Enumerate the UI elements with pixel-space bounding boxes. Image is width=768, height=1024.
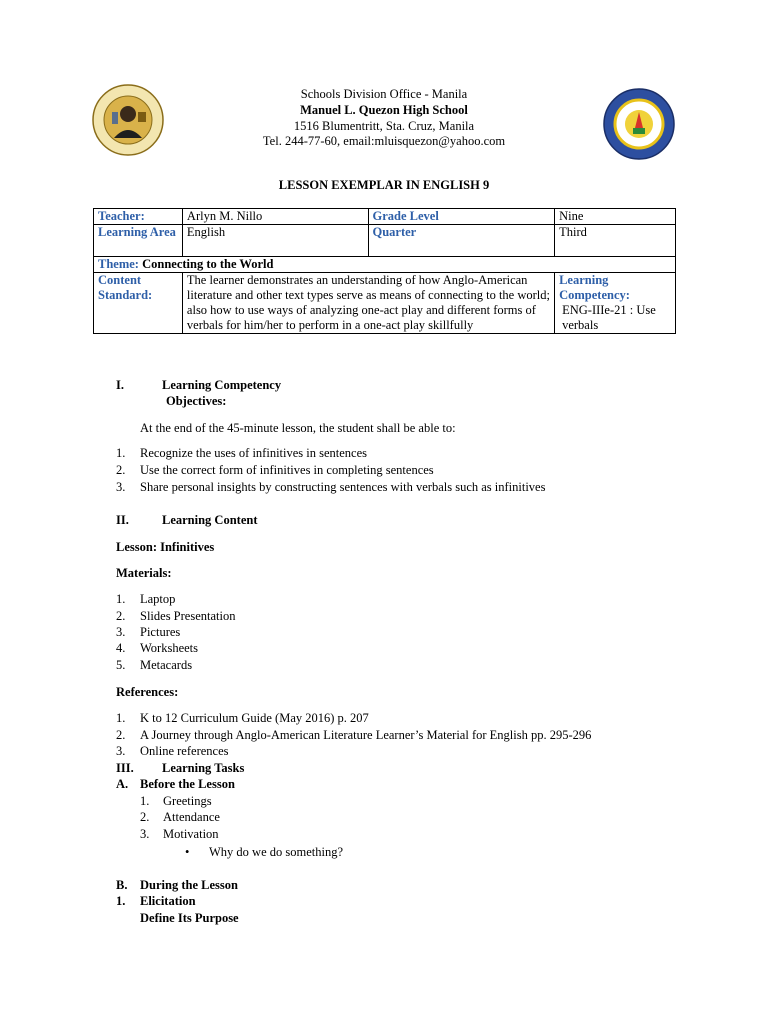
materials-label: Materials: [116, 566, 172, 580]
reference-number: 2. [116, 728, 126, 742]
task-item: Attendance [163, 810, 220, 824]
learning-competency-cell [555, 273, 676, 334]
section-2-numeral: II. [116, 513, 129, 527]
section-3-numeral: III. [116, 761, 134, 775]
section-2-heading: Learning Content [162, 513, 258, 527]
section-1-heading: Learning Competency [162, 378, 282, 392]
objective-item: Use the correct form of infinitives in completing sentences [140, 463, 434, 477]
theme-row [94, 257, 676, 273]
task-number: 1. [140, 794, 150, 808]
theme-label: Theme: [98, 257, 139, 271]
content-standard-label: Content Standard: [94, 273, 183, 334]
bullet-icon: • [185, 845, 190, 859]
section-1-numeral: I. [116, 378, 124, 392]
school-name: Manuel L. Quezon High School [300, 103, 468, 117]
reference-item: K to 12 Curriculum Guide (May 2016) p. 207 [140, 711, 369, 725]
lesson-info-table [93, 208, 676, 334]
school-contact: Tel. 244-77-60, email:mluisquezon@yahoo.com [262, 134, 506, 148]
subsection-b-letter: B. [116, 878, 128, 892]
material-item: Pictures [140, 625, 181, 639]
grade-level-value: Nine [555, 209, 676, 225]
division-office-text: Schools Division Office - Manila [300, 87, 468, 101]
objective-number: 3. [116, 480, 126, 494]
quarter-label: Quarter [368, 225, 555, 257]
learning-area-value: English [182, 225, 368, 257]
objective-number: 2. [116, 463, 126, 477]
quarter-value: Third [555, 225, 676, 257]
subsection-a-letter: A. [116, 777, 129, 791]
objective-item: Share personal insights by constructing sentences with verbals such as infinitives [140, 480, 546, 494]
material-number: 5. [116, 658, 126, 672]
teacher-label: Teacher: [94, 209, 183, 225]
material-number: 2. [116, 609, 126, 623]
reference-item: Online references [140, 744, 229, 758]
objective-item: Recognize the uses of infinitives in sentences [140, 446, 368, 460]
lesson-title: Lesson: Infinitives [116, 540, 215, 554]
learning-competency-label: Learning Competency: [559, 273, 630, 302]
material-number: 1. [116, 592, 126, 606]
task-number: 3. [140, 827, 150, 841]
material-item: Laptop [140, 592, 176, 606]
material-item: Metacards [140, 658, 193, 672]
theme-value: Connecting to the World [142, 257, 274, 271]
material-item: Slides Presentation [140, 609, 236, 623]
content-standard-value: The learner demonstrates an understanding of how Anglo-American literature and other text types serve as means of connecting to the world; also how to use ways of analyzing one-act play and different forms of verbals for him/her to perform in a one-act play skillfully [182, 273, 554, 334]
section-3-heading: Learning Tasks [162, 761, 245, 775]
task-item: Motivation [163, 827, 219, 841]
grade-level-label: Grade Level [368, 209, 555, 225]
elicitation-heading: Elicitation [140, 894, 196, 908]
material-item: Worksheets [140, 641, 199, 655]
material-number: 4. [116, 641, 126, 655]
document-title: LESSON EXEMPLAR IN ENGLISH 9 [278, 178, 490, 192]
task-number: 2. [140, 810, 150, 824]
subsection-a-heading: Before the Lesson [140, 777, 235, 791]
objective-number: 1. [116, 446, 126, 460]
motivation-question: Why do we do something? [209, 845, 344, 859]
school-address: 1516 Blumentritt, Sta. Cruz, Manila [293, 119, 475, 133]
learning-competency-value: ENG-IIIe-21 : Use verbals [562, 303, 656, 332]
objectives-label: Objectives: [166, 394, 227, 408]
learning-area-label: Learning Area [94, 225, 183, 257]
material-number: 3. [116, 625, 126, 639]
reference-number: 3. [116, 744, 126, 758]
teacher-value: Arlyn M. Nillo [182, 209, 368, 225]
reference-number: 1. [116, 711, 126, 725]
define-purpose-heading: Define Its Purpose [140, 911, 239, 925]
subsection-b-heading: During the Lesson [140, 878, 238, 892]
objectives-intro: At the end of the 45-minute lesson, the student shall be able to: [140, 421, 456, 435]
references-label: References: [116, 685, 179, 699]
task-item: Greetings [163, 794, 212, 808]
reference-item: A Journey through Anglo-American Literature Learner’s Material for English pp. 295-296 [140, 728, 592, 742]
elicitation-number: 1. [116, 894, 126, 908]
